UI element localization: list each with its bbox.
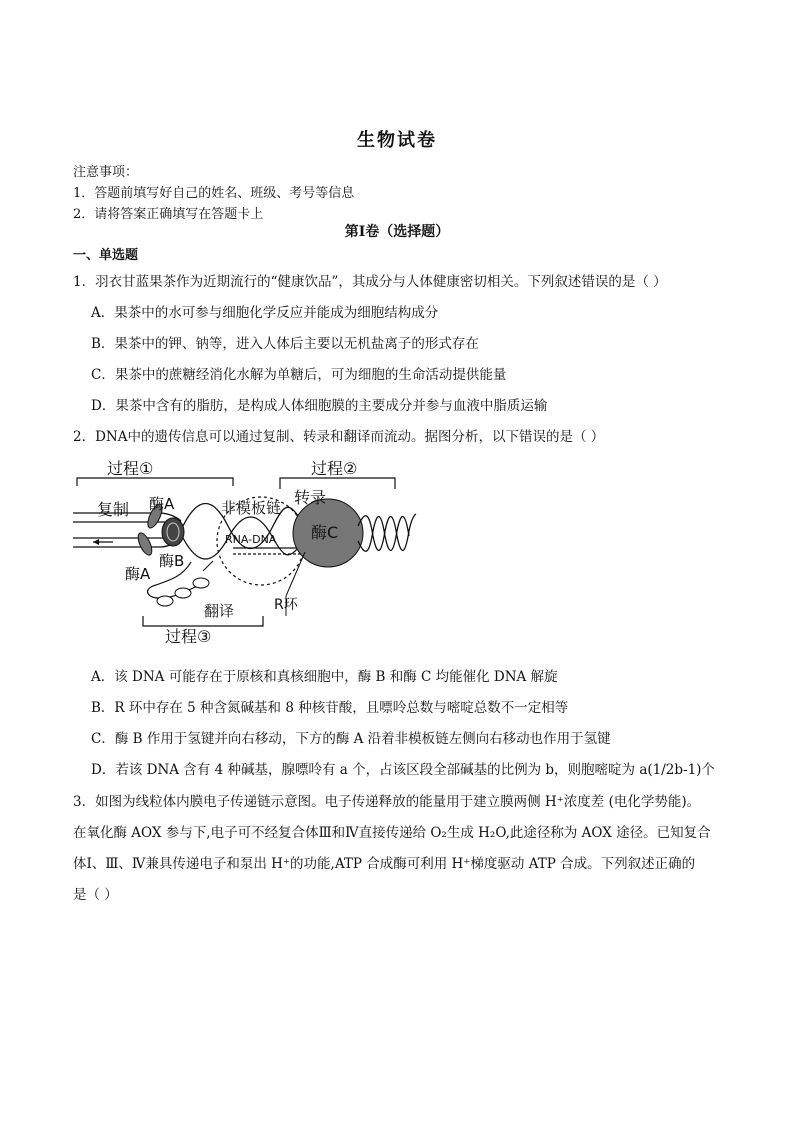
replication-label: 复制 <box>97 500 130 519</box>
question-1-option-b: B．果茶中的钾、钠等，进入人体后主要以无机盐离子的形式存在 <box>91 336 479 352</box>
nontemplate-label: 非模板链 <box>221 499 282 517</box>
ribosome-shape <box>157 596 173 606</box>
question-2-option-b: B．R 环中存在 5 种含氮碱基和 8 种核苷酸，且嘌呤总数与嘧啶总数不一定相等 <box>91 700 569 716</box>
ribosome-shape <box>175 588 191 598</box>
dna-process-diagram <box>73 456 418 652</box>
page-title: 生物试卷 <box>357 130 437 151</box>
question-2-stem: 2．DNA中的遗传信息可以通过复制、转录和翻译而流动。据图分析，以下错误的是（ ） <box>73 429 605 445</box>
question-1-stem: 1．羽衣甘蓝果茶作为近期流行的“健康饮品”，其成分与人体健康密切相关。下列叙述错误的是（ ） <box>73 274 667 290</box>
question-3-line: 3．如图为线粒体内膜电子传递链示意图。电子传递释放的能量用于建立膜两侧 H⁺浓度差 (电化学势能)。 <box>73 794 701 810</box>
process1-bracket <box>77 478 233 486</box>
ribosome-shape <box>193 578 209 588</box>
enzyme-a-label: 酶A <box>149 495 175 513</box>
process1-label: 过程① <box>107 459 154 478</box>
r-loop-label: R环 <box>274 597 298 613</box>
question-3-line: 是（ ） <box>73 887 118 903</box>
question-2-option-c: C．酶 B 作用于氢键并向右移动，下方的酶 A 沿着非模板链左侧向右移动也作用于氢键 <box>91 731 611 747</box>
question-1-option-d: D．果茶中含有的脂肪，是构成人体细胞膜的主要成分并参与血液中脂质运输 <box>91 398 548 414</box>
leader-line <box>203 561 213 571</box>
section-title: 第I卷（选择题） <box>344 224 450 240</box>
enzyme-b-label: 酶B <box>159 552 185 570</box>
notice-item: 1．答题前填写好自己的姓名、班级、考号等信息 <box>73 186 355 201</box>
notice-item: 2．请将答案正确填写在答题卡上 <box>73 207 264 222</box>
rna-dna-label: RNA-DNA <box>225 533 277 546</box>
process3-label: 过程③ <box>165 627 212 646</box>
enzyme-b-shape <box>162 518 184 546</box>
question-1-option-c: C．果茶中的蔗糖经消化水解为单糖后，可为细胞的生命活动提供能量 <box>91 367 507 383</box>
question-1-option-a: A．果茶中的水可参与细胞化学反应并能成为细胞结构成分 <box>91 305 439 321</box>
transcription-label: 转录 <box>294 488 327 507</box>
question-2-option-d: D．若该 DNA 含有 4 种碱基，腺嘌呤有 a 个，占该区段全部碱基的比例为 b，则胞嘧啶为 a(1/2b-1)个 <box>91 762 715 778</box>
leader-line <box>286 552 305 596</box>
question-2-option-a: A．该 DNA 可能存在于原核和真核细胞中，酶 B 和酶 C 均能催化 DNA 解旋 <box>91 669 558 685</box>
part-heading: 一、单选题 <box>73 248 139 263</box>
notice-heading: 注意事项： <box>73 165 139 180</box>
enzyme-a-label: 酶A <box>125 565 151 583</box>
question-3-line: 在氧化酶 AOX 参与下,电子可不经复合体Ⅲ和Ⅳ直接传递给 O₂生成 H₂O,此途径称为 AOX 途径。已知复合 <box>73 825 711 841</box>
question-3-line: 体Ⅰ、Ⅲ、Ⅳ兼具传递电子和泵出 H⁺的功能,ATP 合成酶可利用 H⁺梯度驱动 ATP 合成。下列叙述正确的 <box>73 856 696 872</box>
enzyme-a-shape <box>135 531 154 557</box>
arrow-left-icon <box>93 539 99 545</box>
enzyme-c-label: 酶C <box>311 523 339 542</box>
process3-bracket <box>143 616 263 626</box>
process2-label: 过程② <box>311 459 358 478</box>
dna-helix <box>358 517 409 552</box>
translation-label: 翻译 <box>204 602 235 620</box>
